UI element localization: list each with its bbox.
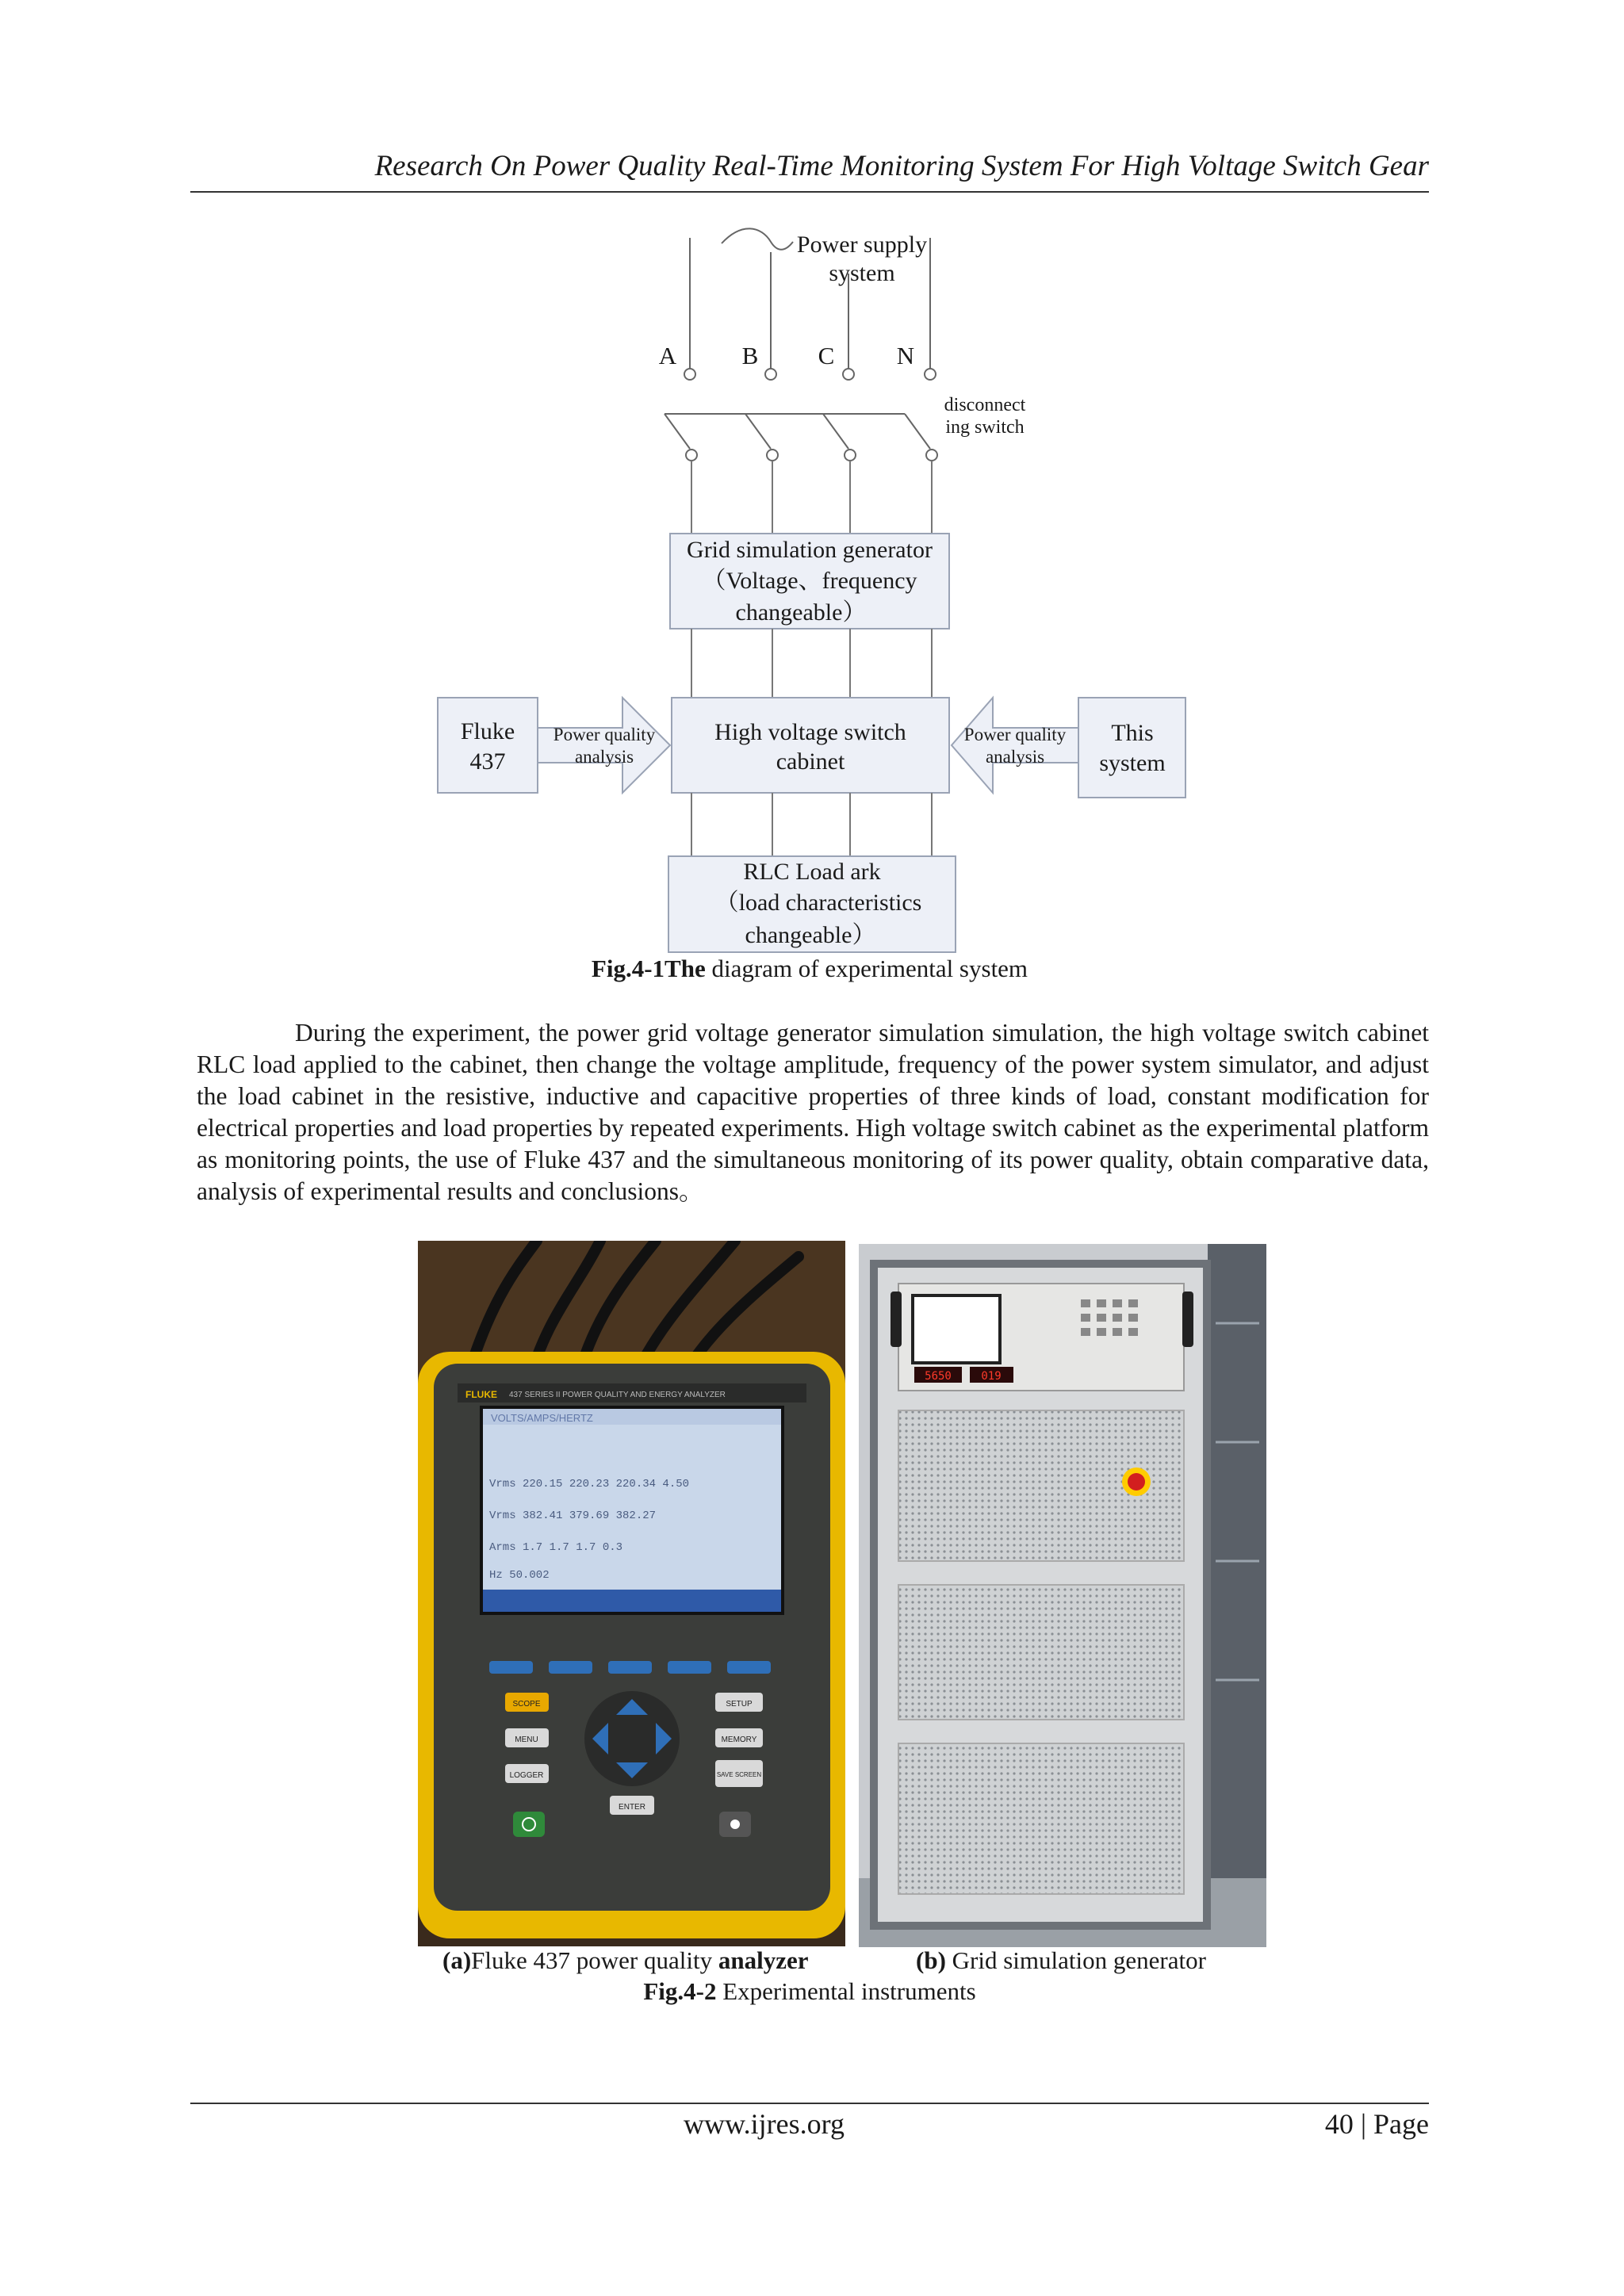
btn-setup: SETUP xyxy=(726,1700,753,1709)
cabinet-box xyxy=(672,698,949,793)
btn-menu: MENU xyxy=(515,1735,538,1744)
fluke-screen-row-1: Vrms 220.15 220.23 220.34 4.50 xyxy=(489,1478,690,1490)
left-arrow-label-2: analysis xyxy=(574,747,634,767)
generator-line-3: changeable） xyxy=(735,599,867,626)
switch-label-2: ing switch xyxy=(945,417,1025,438)
phase-label-b: B xyxy=(741,342,759,369)
fig2-caption xyxy=(190,1977,1429,2006)
btn-logger: LOGGER xyxy=(509,1771,544,1780)
sub-a-label: (a) xyxy=(442,1946,472,1974)
load-line-2: （load characteristics xyxy=(714,890,922,916)
phase-lines-to-generator xyxy=(691,461,932,534)
sub-a-text-bold: analyzer xyxy=(718,1946,809,1974)
phase-label-a: A xyxy=(658,342,677,369)
supply-label-2: system xyxy=(829,260,895,286)
fig2-subcaption-a xyxy=(442,1946,808,1975)
left-arrow-label-1: Power quality xyxy=(553,725,656,744)
running-title: Research On Power Quality Real-Time Monitoring System For High Voltage Switch Gear xyxy=(374,150,1429,182)
fluke-box xyxy=(438,698,538,793)
sub-b-label: (b) xyxy=(916,1946,946,1974)
supply-label-1: Power supply xyxy=(796,232,928,258)
fluke-line-2: 437 xyxy=(469,748,506,775)
btn-memory: MEMORY xyxy=(721,1735,757,1744)
generator-display-left: 5650 xyxy=(925,1370,952,1383)
footer-url: www.ijres.org xyxy=(684,2108,845,2140)
upper-terminals xyxy=(684,369,936,380)
fluke-screen-row-2: Vrms 382.41 379.69 382.27 xyxy=(489,1510,657,1522)
this-system-box xyxy=(1078,698,1185,798)
btn-save-screen: SAVE SCREEN xyxy=(716,1771,762,1778)
body-paragraph: During the experiment, the power grid voltage generator simulation simulation, the high voltage switch cabinet RLC load applied to the cabinet, then change the voltage amplitude, frequency of the power system simulator, and adjust the load cabinet in the resistive, inductive and capacitive properties of three kinds of load, constant modification for electrical properties and load properties by repeated experiments. High voltage switch cabinet as the experimental platform as monitoring points, the use of Fluke 437 and the simultaneous monitoring of its power quality, obtain comparative data, analysis of experimental results and conclusions。 xyxy=(197,1019,1429,1205)
generator-display-right: 019 xyxy=(981,1370,1002,1383)
fig2-text: Experimental instruments xyxy=(716,1977,976,2005)
phase-label-c: C xyxy=(818,342,835,369)
sub-a-text: Fluke 437 power quality xyxy=(471,1946,718,1974)
fig2-label: Fig.4-2 xyxy=(643,1977,717,2005)
btn-enter: ENTER xyxy=(619,1803,645,1812)
right-arrow-label-1: Power quality xyxy=(963,725,1067,744)
phase-label-n: N xyxy=(896,342,915,369)
switch-blades xyxy=(665,414,930,449)
fluke-screen-title: VOLTS/AMPS/HERTZ xyxy=(491,1412,593,1424)
fig1-caption xyxy=(190,955,1429,983)
fluke-banner: 437 SERIES II POWER QUALITY AND ENERGY ANALYZER xyxy=(509,1391,726,1399)
lower-terminals xyxy=(686,450,937,461)
fig1-label: Fig.4-1The xyxy=(591,955,706,982)
this-line-2: system xyxy=(1099,750,1166,776)
phase-lines-to-cabinet xyxy=(691,629,932,698)
fluke-brand: FLUKE xyxy=(465,1389,497,1400)
footer-rule xyxy=(190,2103,1429,2104)
fig2-subcaption-b xyxy=(916,1946,1206,1975)
generator-line-2: （Voltage、frequency xyxy=(702,568,917,594)
fig1-text: diagram of experimental system xyxy=(705,955,1028,982)
cabinet-line-1: High voltage switch xyxy=(714,719,906,745)
fluke-analyzer-photo xyxy=(418,1241,845,1946)
fluke-screen-row-4: Hz 50.002 xyxy=(489,1569,550,1582)
phase-lines-to-load xyxy=(691,793,932,856)
right-arrow-label-2: analysis xyxy=(985,747,1045,767)
this-line-1: This xyxy=(1111,720,1154,746)
experimental-system-diagram xyxy=(0,0,1624,983)
cabinet-line-2: cabinet xyxy=(776,748,845,775)
left-analysis-arrow xyxy=(538,698,670,793)
ac-source-symbol xyxy=(722,228,793,249)
grid-generator-photo xyxy=(859,1244,1266,1947)
load-line-3: changeable） xyxy=(745,922,876,948)
fluke-screen-row-3: Arms 1.7 1.7 1.7 0.3 xyxy=(489,1541,623,1554)
right-analysis-arrow xyxy=(952,698,1078,793)
generator-line-1: Grid simulation generator xyxy=(687,537,933,563)
fluke-line-1: Fluke xyxy=(460,718,515,744)
footer-page-number: 40 | Page xyxy=(1324,2108,1429,2140)
btn-scope: SCOPE xyxy=(512,1700,541,1709)
switch-label-1: disconnect xyxy=(944,395,1026,415)
sub-b-text: Grid simulation generator xyxy=(945,1946,1206,1974)
load-line-1: RLC Load ark xyxy=(743,859,881,885)
